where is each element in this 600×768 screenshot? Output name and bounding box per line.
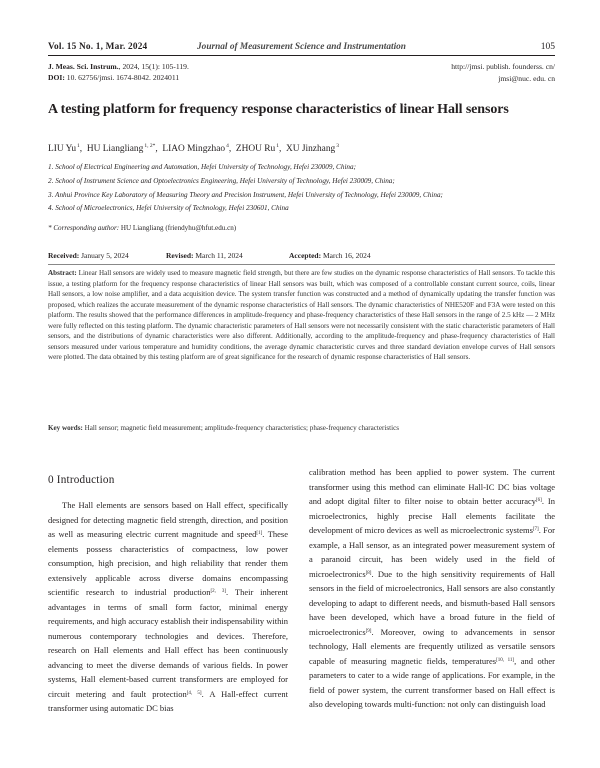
corresponding-text: HU Liangliang (friendyhu@hfut.edu.cn) bbox=[119, 224, 237, 232]
abstract-label: Abstract: bbox=[48, 269, 77, 277]
body-text: . Moreover, owing to advancements in sensor technology, Hall elements are frequently utilized as versatile sensors capable of measuring magnetic fields, temperatures bbox=[309, 626, 555, 666]
citation-ref[interactable]: [2, 3] bbox=[210, 589, 227, 594]
journal-title: Journal of Measurement Science and Instrumentation bbox=[197, 42, 406, 52]
received-label: Received: bbox=[48, 251, 80, 260]
citation-ref[interactable]: [9] bbox=[365, 628, 372, 634]
accepted-label: Accepted: bbox=[289, 251, 322, 260]
revised-value: March 11, 2024 bbox=[193, 251, 243, 260]
date-line bbox=[48, 251, 371, 260]
citation-ref[interactable]: [4, 5] bbox=[186, 690, 202, 696]
received-date bbox=[48, 251, 166, 260]
body-text: . A Hall-effect current transformer using automatic DC bias bbox=[48, 688, 288, 713]
citation-ref[interactable]: [10, 11] bbox=[496, 657, 515, 663]
accepted-date bbox=[289, 251, 371, 260]
body-text: . Their inherent advantages in terms of small form factor, minimal energy requirements, and high accuracy establish their indispensability within numerous contemporary technologies and devices. Therefore, research on Hall elements and Hall effect has been continuously advancing to meet the diverse demands of various fields. In power systems, Hall element-based current transformers are employed for circuit metering and fault protection bbox=[48, 587, 288, 699]
author-list: LIU Yu$^1$, HU Liangliang$^{1, 2*}$, LIAO Mingzhao$^4$, ZHOU Ru$^1$, XU Jinzhang$^3$ bbox=[48, 143, 339, 154]
abstract-text: Linear Hall sensors are widely used to measure magnetic field strength, but there are few studies on the dynamic response characteristics of Hall sensors. To tackle this issue, a testing platform for the frequency response characteristics of linear Hall sensors was built, which was composed of a controllable constant current source, coils, linear Hall sensors, a low noise amplifier, and a data acquisition device. The system transfer function was constructed and a method of dynamically updating the transfer function was proposed, which realizes the accurate measurement of the dynamic response characteristics of Hall sensors. The dynamic characteristics of NHE520F and F3A were tested on this platform. The results showed that the performance differences in amplitude-frequency and phase-frequency characteristics of these Hall sensors in the range of 2.5 kHz — 2 MHz were fully reflected on this testing platform. The dynamic characteristic parameters of Hall sensors were not necessarily consistent with the static characteristic parameters of Hall sensors, and the distributions of dynamic characteristics were also different. Additionally, according to the amplitude-frequency and phase-frequency characteristics of Hall sensors measured under various temperature and humidity conditions, the average dynamic characteristic curves and three standard deviation envelope curves of Hall sensors were plotted. The data obtained by this testing platform are of great significance for the research of dynamic response characteristics of Hall sensors. bbox=[48, 269, 555, 361]
header-rule bbox=[48, 55, 555, 56]
citation-label: J. Meas. Sci. Instrum. bbox=[48, 62, 119, 71]
citation-ref[interactable]: [6] bbox=[536, 498, 542, 503]
author-name: LIAO Mingzhao bbox=[162, 144, 226, 154]
abstract bbox=[48, 268, 555, 363]
doi-value[interactable]: 10. 62756/jmsi. 1674-8042. 2024011 bbox=[64, 73, 180, 83]
abstract-rule bbox=[48, 264, 555, 265]
body-text: . These elements possess characteristics of compactness, low power consumption, high precision, and high reliability that render them extensively applicable across diverse domains encompassing scientific research to industrial production bbox=[48, 529, 288, 597]
citation-block bbox=[48, 61, 189, 83]
author-affil-sup: 1, 2* bbox=[144, 143, 156, 149]
journal-email[interactable]: jmsi@nuc. edu. cn bbox=[498, 73, 555, 83]
body-text: . Due to the high sensitivity requirements of Hall sensors in the field of microelectronics, Hall sensors are also constantly developing to adapt to different needs, and bismuth-based Hall sensors have been developed, which have a broad future in the field of microelectronics bbox=[309, 568, 555, 637]
citation-text: , 2024, 15(1): 105-119. bbox=[118, 62, 189, 71]
keywords-text: Hall sensor; magnetic field measurement; amplitude-frequency characteristics; phase-frequency characteristics bbox=[82, 424, 399, 432]
intro-paragraph-left bbox=[48, 498, 288, 716]
doi-label: DOI: bbox=[48, 73, 65, 83]
body-text: The Hall elements are sensors based on Hall effect, specifically designed for detecting magnetic field strength, direction, and position as well as measuring electric current magnitude and speed bbox=[48, 500, 288, 539]
citation-line bbox=[48, 61, 189, 72]
body-text: . For example, a Hall sensor, as an integrated power measurement system of a paranoid circuit, has been widely used in the field of microelectronics bbox=[309, 525, 555, 579]
revised-date bbox=[166, 251, 289, 260]
corresponding-author bbox=[48, 224, 236, 232]
keywords-label: Key words: bbox=[48, 424, 83, 432]
journal-contact bbox=[451, 61, 555, 84]
volume-issue: Vol. 15 No. 1, Mar. 2024 bbox=[48, 42, 148, 52]
revised-label: Revised: bbox=[166, 251, 194, 260]
author-affil-sup: 1 bbox=[77, 143, 80, 149]
received-value: January 5, 2024 bbox=[79, 251, 129, 260]
author-name: ZHOU Ru bbox=[235, 144, 276, 154]
author-name: XU Jinzhang bbox=[285, 144, 336, 154]
affiliation: 1. School of Electrical Engineering and Automation, Hefei University of Technology, Hefei 230009, China; bbox=[48, 163, 357, 171]
author-affil-sup: 3 bbox=[336, 143, 339, 149]
corresponding-label: * Corresponding author: bbox=[48, 224, 120, 232]
citation-ref[interactable]: [7] bbox=[532, 527, 539, 532]
body-text: , and other parameters to cater to a wide range of applications. For example, in the field of power system, the current transformer based on Hall effect is also developing towards multi-function: not only can distinguish load bbox=[309, 655, 555, 709]
affiliation: 4. School of Microelectronics, Hefei University of Technology, Hefei 230601, China bbox=[48, 204, 289, 213]
author-name: LIU Yu bbox=[48, 144, 77, 154]
running-head bbox=[48, 42, 555, 54]
body-column-right bbox=[309, 465, 555, 712]
citation-ref[interactable]: [8] bbox=[365, 570, 372, 576]
author-affil-sup: 1 bbox=[276, 143, 279, 149]
journal-website[interactable]: http://jmsi. publish. founderss. cn/ bbox=[451, 62, 555, 71]
doi-line bbox=[48, 72, 189, 83]
body-text: calibration method has been applied to power system. The current transformer using this method can eliminate Hall-IC DC bias voltage and adopt digital filter to filter noise to obtain better accuracy bbox=[309, 467, 555, 506]
intro-paragraph-right bbox=[309, 465, 555, 712]
citation-ref[interactable]: [1] bbox=[256, 531, 263, 536]
author-name: HU Liangliang bbox=[86, 144, 144, 154]
author-affil-sup: 4 bbox=[226, 143, 229, 149]
affiliation: 3. Anhui Province Key Laboratory of Measuring Theory and Precision Instrument, Hefei University of Technology, Hefei 230009, China; bbox=[48, 190, 443, 199]
paper-title: A testing platform for frequency response characteristics of linear Hall sensors bbox=[48, 102, 509, 117]
affiliation: 2. School of Instrument Science and Optoelectronics Engineering, Hefei University of Technology, Hefei 230009, China; bbox=[48, 176, 395, 185]
section-heading: 0 Introduction bbox=[48, 474, 115, 486]
affiliation-list bbox=[48, 161, 443, 216]
page-number: 105 bbox=[540, 42, 555, 52]
body-column-left bbox=[48, 474, 288, 716]
accepted-value: March 16, 2024 bbox=[321, 251, 371, 260]
body-text: . In microelectronics, highly precise Hall elements facilitate the development of micro devices as well as microelectronic systems bbox=[309, 496, 555, 535]
keywords bbox=[48, 424, 555, 432]
